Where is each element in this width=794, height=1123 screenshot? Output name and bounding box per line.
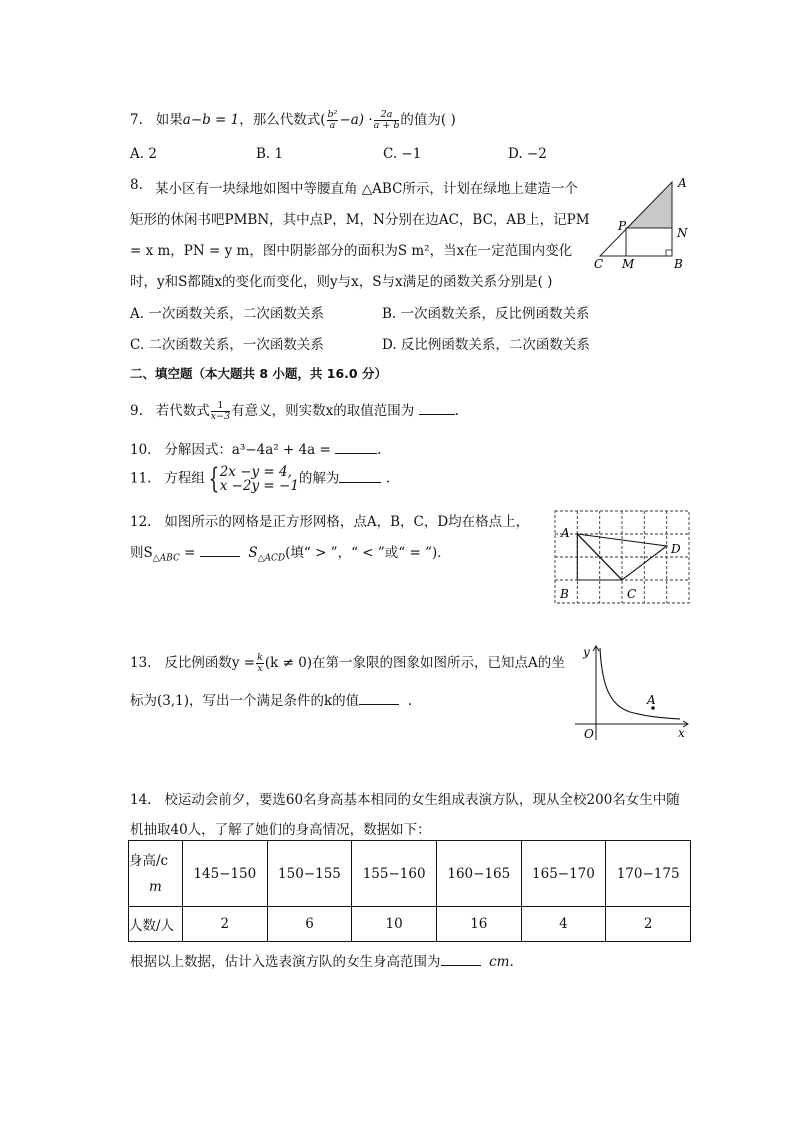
q11-answer-blank[interactable] [339, 470, 381, 483]
q13-text-post: (k ≠ 0)在第一象限的图象如图所示，已知点A的坐 [264, 655, 565, 671]
q13-text-2: 标为(3,1)，写出一个满足条件的k的值 [130, 693, 360, 709]
q9-number: 9. [130, 403, 143, 419]
q13-line-2 [130, 689, 412, 709]
q14-unit: cm [489, 954, 510, 970]
q12-equals: = [179, 545, 200, 561]
q8-option-b: B. 一次函数关系，反比例函数关系 [382, 306, 590, 322]
q13-number: 13. [130, 655, 152, 671]
q11-number: 11. [130, 470, 152, 487]
table-cell: 155−160 [352, 841, 437, 907]
q11-equation-system [220, 465, 299, 493]
q8-label-a: A [678, 176, 687, 190]
q13-label-x: x [678, 726, 685, 740]
q7-fraction-1: $\frac{\text{b²}}{a}$ [327, 109, 338, 131]
q10-answer-blank[interactable] [335, 441, 377, 454]
q14-after-text [130, 950, 514, 970]
table-cell: 160−165 [436, 841, 521, 907]
q7-option-c: C. −1 [383, 146, 422, 162]
q8-option-c: C. 二次函数关系，一次函数关系 [130, 337, 324, 353]
q8-option-d: D. 反比例函数关系，二次函数关系 [382, 337, 590, 353]
q8-line-4: 时，y和S都随x的变化而变化，则y与x，S与x满足的函数关系分别是( ) [130, 274, 553, 290]
q12-number: 12. [130, 514, 152, 530]
q9-answer-blank[interactable] [419, 402, 455, 415]
q9-text-post: 有意义，则实数x的取值范围为 [231, 403, 415, 419]
q14-number: 14. [130, 792, 152, 808]
q12-sub-acd: △ACD [257, 553, 286, 564]
table-header-count: 人数/人 [129, 907, 183, 942]
q13-curve [600, 648, 680, 719]
table-cell: 2 [606, 907, 691, 942]
q7-text-pre: 如果 [155, 112, 183, 128]
q8-triangle-figure [590, 172, 700, 272]
q13-label-y: y [583, 645, 590, 659]
q11-text-pre: 方程组 [164, 470, 205, 487]
q9-fraction: $\frac{1}{x-3}$ [210, 400, 231, 422]
q9-text-pre: 若代数式 [155, 403, 210, 419]
table-cell: 6 [267, 907, 352, 942]
q7-option-a: A. 2 [130, 146, 157, 162]
q10-number: 10. [130, 442, 152, 458]
table-row [129, 907, 691, 942]
section-2-title: 二、填空题（本大题共 8 小题，共 16.0 分） [130, 366, 387, 381]
q12-line-1 [130, 510, 529, 530]
q8-line-2: 矩形的休闲书吧PMBN，其中点P，M，N分别在边AC，BC，AB上，记PM [130, 212, 590, 228]
q12-text-1: 如图所示的网格是正方形网格，点A，B，C，D均在格点上， [164, 514, 530, 530]
q10-text: 分解因式：a³−4a² + 4a = [164, 442, 331, 458]
q7-option-b: B. 1 [256, 146, 284, 162]
q13-label-o: O [584, 727, 594, 741]
table-cell: 145−150 [183, 841, 268, 907]
q11-end: . [385, 470, 391, 487]
q7-fraction-2: $\frac{2a}{a + b}$ [373, 109, 400, 131]
q13-text-pre: 反比例函数y = [164, 655, 256, 671]
q8-right-angle-mark [666, 250, 672, 256]
q13-fraction: $\frac{k}{x}$ [257, 652, 263, 674]
q7-text-minus: −a) · [339, 112, 373, 128]
q8-option-a: A. 一次函数关系，二次函数关系 [130, 306, 324, 322]
q8-line-1: 某小区有一块绿地如图中等腰直角 △ABC所示，计划在绿地上建造一个 [155, 181, 578, 197]
q14-answer-blank[interactable] [441, 953, 481, 966]
q8-rectangle-pmbn [626, 228, 672, 256]
q13-end: . [407, 693, 413, 709]
q14-line-1 [130, 788, 680, 808]
q14-line-2: 机抽取40人，了解了她们的身高情况，数据如下： [130, 822, 431, 838]
q14-height-table [128, 840, 691, 942]
table-header-height: 身高/c m [129, 841, 183, 907]
table-cell: 150−155 [267, 841, 352, 907]
q8-label-p: P [618, 219, 627, 233]
q11-equation-2: x −2y = −1 [219, 478, 299, 494]
q12-s-abc: 则S [130, 545, 153, 561]
q11-brace: { [208, 462, 220, 495]
q13-hyperbola-figure [570, 640, 695, 745]
q11-equation-1: 2x −y = 4, [219, 464, 292, 480]
table-row [129, 841, 691, 907]
table-cell: 10 [352, 907, 437, 942]
q12-label-d: D [671, 542, 681, 556]
q13-answer-blank[interactable] [359, 692, 399, 705]
q12-grid [555, 511, 689, 603]
q12-text-post: (填“ > ”，“ < ”或“ = ”)． [285, 545, 451, 561]
q12-label-a: A [561, 526, 570, 540]
q8-label-b: B [674, 257, 683, 271]
q12-sub-abc: △ABC [152, 553, 180, 564]
q9-stem [130, 399, 459, 422]
q14-end: . [509, 954, 514, 970]
q12-line-2 [130, 541, 451, 564]
q12-label-b: B [560, 587, 569, 601]
q7-number: 7. [130, 112, 143, 128]
q12-answer-blank[interactable] [200, 544, 240, 557]
q12-grid-figure [550, 508, 695, 606]
q13-line-1 [130, 651, 565, 674]
q7-text-post: 的值为( ) [400, 112, 456, 128]
q7-condition: a−b = 1 [182, 112, 240, 128]
q14-text-1: 校运动会前夕，要选60名身高基本相同的女生组成表演方队，现从全校200名女生中随 [164, 792, 680, 808]
q11-text-post: 的解为 [298, 470, 340, 487]
q8-label-m: M [622, 257, 635, 271]
q8-line-3: = x m，PN = y m，图中阴影部分的面积为S m²，当x在一定范围内变化 [130, 243, 573, 259]
q7-option-d: D. −2 [508, 146, 547, 162]
q9-end: . [454, 403, 459, 419]
table-cell: 170−175 [606, 841, 691, 907]
table-cell: 16 [436, 907, 521, 942]
q8-label-n: N [677, 226, 688, 240]
q12-label-c: C [627, 587, 637, 601]
q11-stem [130, 462, 391, 495]
q10-stem [130, 438, 381, 458]
q10-end: . [377, 442, 382, 458]
q7-text-mid: ，那么代数式( [239, 112, 326, 128]
q12-s-acd: S [248, 545, 258, 561]
q7-stem [130, 108, 456, 131]
q14-after-pre: 根据以上数据，估计入选表演方队的女生身高范围为 [130, 954, 441, 970]
q8-number: 8. [130, 177, 143, 193]
q8-label-c: C [594, 257, 604, 271]
q13-label-a: A [647, 693, 656, 707]
table-cell: 2 [183, 907, 268, 942]
table-cell: 4 [521, 907, 606, 942]
table-cell: 165−170 [521, 841, 606, 907]
